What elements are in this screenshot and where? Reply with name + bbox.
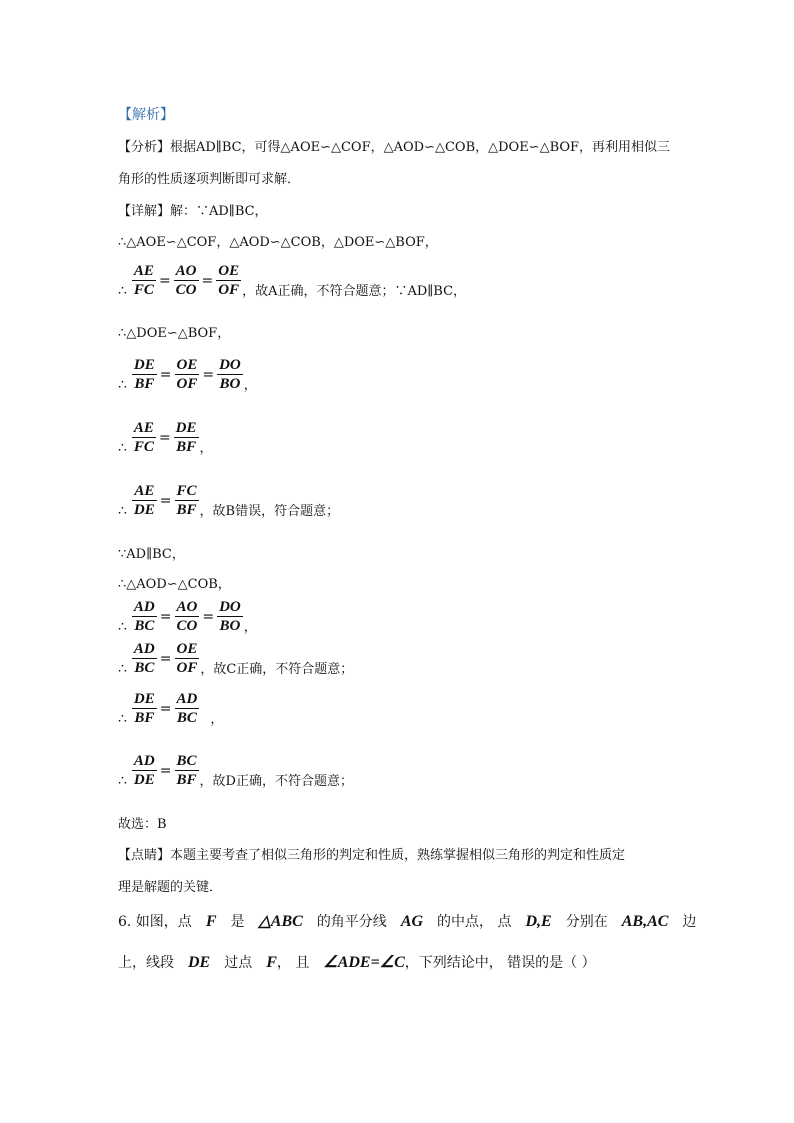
similarity-line-1: ∴△AOE∽△COF，△AOD∽△COB，△DOE∽△BOF， xyxy=(118,235,438,250)
fraction: $\frac{DO}{BO}$ xyxy=(219,599,241,634)
fraction: $\frac{DE}{BF}$ xyxy=(133,691,155,726)
equation-note: ，故D正确，不符合题意； xyxy=(199,774,353,789)
equation-8: ∴ $\frac{AD}{DE}$ = $\frac{BC}{BF}$ ，故D正确，不符合题意； xyxy=(118,753,353,789)
fraction: $\frac{AE}{FC}$ xyxy=(133,263,154,298)
equation-4: ∴ $\frac{AE}{DE}$ = $\frac{FC}{BF}$ ，故B错误，符合题意； xyxy=(118,483,340,519)
equation-2: ∴ $\frac{DE}{BF}$ = $\frac{OE}{OF}$ = $\frac{DO}{BO}$ ， xyxy=(118,357,257,393)
equation-1: ∴ $\frac{AE}{FC}$ = $\frac{AO}{CO}$ = $\frac{OE}{OF}$ ，故A正确，不符合题意；∵AD∥BC， xyxy=(118,263,467,299)
parallel-line: ∵AD∥BC， xyxy=(118,547,185,562)
equation-7: ∴ $\frac{DE}{BF}$ = $\frac{AD}{BC}$ ， xyxy=(118,691,224,727)
similarity-line-3: ∴△AOD∽△COB， xyxy=(118,577,231,592)
fraction: $\frac{AD}{DE}$ xyxy=(133,753,155,788)
math-term: F xyxy=(205,913,217,930)
comment-line-2: 理是解题的关键． xyxy=(118,880,223,895)
comment-line-1: 【点睛】本题主要考查了相似三角形的判定和性质，熟练掌握相似三角形的判定和性质定 xyxy=(118,848,626,863)
therefore-symbol: ∴ xyxy=(118,283,127,299)
therefore-symbol: ∴ xyxy=(118,440,127,456)
answer-line: 故选：B xyxy=(118,817,167,832)
question-6-line-1: 6. 如图，点 F 是 △ABC 的角平分线 AG 的中点， 点 D,E 分别在 AB,AC 边 xyxy=(118,913,697,930)
fraction: $\frac{AO}{CO}$ xyxy=(175,263,197,298)
fraction: $\frac{AD}{BC}$ xyxy=(176,691,198,726)
analysis-line-2: 角形的性质逐项判断即可求解． xyxy=(118,172,301,187)
equation-6: ∴ $\frac{AD}{BC}$ = $\frac{OE}{OF}$ ，故C正确，不符合题意； xyxy=(118,641,354,677)
fraction: $\frac{DE}{BF}$ xyxy=(175,420,197,455)
math-term: F xyxy=(266,954,277,971)
therefore-symbol: ∴ xyxy=(118,503,127,519)
fraction: $\frac{AD}{BC}$ xyxy=(133,599,155,634)
equation-note: ，故C正确，不符合题意； xyxy=(200,662,354,677)
fraction: $\frac{DE}{BF}$ xyxy=(133,357,155,392)
therefore-symbol: ∴ xyxy=(118,773,127,789)
therefore-symbol: ∴ xyxy=(118,619,127,635)
question-6-line-2: 上，线段 DE 过点 F， 且 ∠ADE=∠C，下列结论中， 错误的是（ ） xyxy=(118,954,596,971)
math-term: ∠ADE=∠C xyxy=(323,954,405,971)
math-term: DE xyxy=(188,954,211,971)
therefore-symbol: ∴ xyxy=(118,661,127,677)
section-title: 【解析】 xyxy=(118,107,174,123)
fraction: $\frac{AE}{DE}$ xyxy=(133,483,155,518)
math-term: D,E xyxy=(525,913,552,930)
fraction: $\frac{BC}{BF}$ xyxy=(176,753,197,788)
fraction: $\frac{AO}{CO}$ xyxy=(176,599,198,634)
equation-note: ，故B错误，符合题意； xyxy=(199,504,340,519)
similarity-line-2: ∴△DOE∽△BOF， xyxy=(118,326,231,341)
fraction: $\frac{FC}{BF}$ xyxy=(176,483,197,518)
fraction: $\frac{OE}{OF}$ xyxy=(218,263,240,298)
therefore-symbol: ∴ xyxy=(118,377,127,393)
equation-3: ∴ $\frac{AE}{FC}$ = $\frac{DE}{BF}$ ， xyxy=(118,420,213,456)
detail-line: 【详解】解：∵AD∥BC， xyxy=(118,204,268,219)
math-term: AB,AC xyxy=(621,913,669,930)
fraction: $\frac{DO}{BO}$ xyxy=(219,357,241,392)
equation-note: ，故A正确，不符合题意；∵AD∥BC， xyxy=(242,284,467,299)
therefore-symbol: ∴ xyxy=(118,711,127,727)
fraction: $\frac{OE}{OF}$ xyxy=(176,357,198,392)
fraction: $\frac{AD}{BC}$ xyxy=(133,641,155,676)
analysis-line-1: 【分析】根据AD∥BC，可得△AOE∽△COF，△AOD∽△COB，△DOE∽△BOF，再利用相似三 xyxy=(118,140,671,155)
equation-5: ∴ $\frac{AD}{BC}$ = $\frac{AO}{CO}$ = $\frac{DO}{BO}$ ， xyxy=(118,599,257,635)
fraction: $\frac{AE}{FC}$ xyxy=(133,420,154,455)
math-term: AG xyxy=(400,913,424,930)
fraction: $\frac{OE}{OF}$ xyxy=(176,641,198,676)
math-term: △ABC xyxy=(258,913,303,930)
